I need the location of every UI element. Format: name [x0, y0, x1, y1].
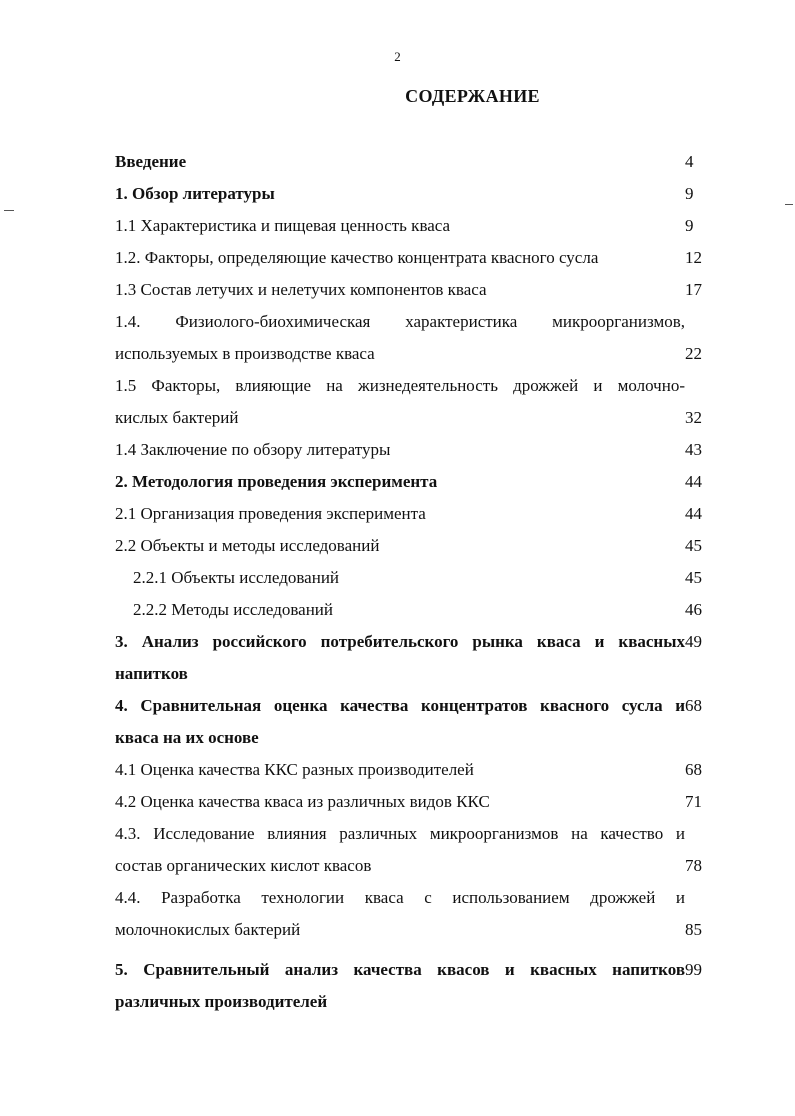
toc-entry-page: 68	[685, 696, 702, 715]
toc-entry-title: Введение	[115, 152, 187, 171]
toc-entry	[115, 690, 719, 754]
toc-entry-page: 44	[685, 472, 702, 491]
toc-entry-title: 2.2 Объекты и методы исследований	[115, 536, 380, 555]
toc-entry-page: 17	[685, 280, 702, 299]
toc-entry-page: 44	[685, 504, 702, 523]
toc-entry-page: 9	[685, 184, 694, 203]
toc-entry	[115, 498, 719, 530]
toc-entry-title: 1.4. Физиолого-биохимическая характеристика микроорганизмов,	[115, 312, 685, 331]
toc-entry-title: 1.2. Факторы, определяющие качество концентрата квасного сусла	[115, 248, 599, 267]
toc-entry-continuation: используемых в производстве кваса	[115, 344, 375, 363]
toc-entry-page: 43	[685, 440, 702, 459]
toc-entry-title: 2.2.1 Объекты исследований	[133, 568, 340, 587]
toc-entry	[115, 626, 719, 690]
toc-entry-title: 3. Анализ российского потребительского рынка кваса и квасных	[115, 632, 685, 651]
toc-entry	[115, 754, 719, 786]
toc-entry-page: 68	[685, 760, 702, 779]
toc-entry-page: 4	[685, 152, 694, 171]
toc-entry	[115, 434, 719, 466]
toc-entry-page: 9	[685, 216, 694, 235]
toc-entry-page: 99	[685, 960, 702, 979]
toc-entry-page: 45	[685, 536, 702, 555]
toc-entry	[115, 786, 719, 818]
toc-entry-title: 4.4. Разработка технологии кваса с использованием дрожжей и	[115, 888, 685, 907]
toc-entry-page: 78	[685, 856, 702, 875]
toc-entry-title: 1.3 Состав летучих и нелетучих компонентов кваса	[115, 280, 487, 299]
toc-entry-title: 4. Сравнительная оценка качества концентратов квасного сусла и	[115, 696, 685, 715]
toc-entry-continuation: кислых бактерий	[115, 408, 239, 427]
toc-entry	[115, 466, 719, 498]
toc-entry	[115, 954, 719, 1018]
toc-entry-continuation: напитков	[115, 664, 188, 683]
page-title: СОДЕРЖАНИЕ	[405, 86, 540, 106]
margin-mark-left	[4, 210, 14, 211]
toc-entry-title: 5. Сравнительный анализ качества квасов и квасных напитков	[115, 960, 685, 979]
toc-entry-page: 22	[685, 344, 702, 363]
toc-entry-page: 12	[685, 248, 702, 267]
toc-entry	[115, 370, 719, 434]
toc-entry-continuation: состав органических кислот квасов	[115, 856, 372, 875]
toc-entry	[115, 274, 719, 306]
toc-entry-continuation: кваса на их основе	[115, 728, 259, 747]
toc-entry-continuation: различных производителей	[115, 992, 328, 1011]
toc-entry	[115, 306, 719, 370]
toc-entry	[115, 178, 719, 210]
toc-entry-title: 2.2.2 Методы исследований	[133, 600, 334, 619]
toc-entry	[115, 210, 719, 242]
toc-entry	[115, 818, 719, 882]
toc-entry-page: 45	[685, 568, 702, 587]
page-number: 2	[394, 49, 401, 64]
toc-entry-title: 1.5 Факторы, влияющие на жизнедеятельность дрожжей и молочно-	[115, 376, 685, 395]
toc-entry	[115, 594, 719, 626]
toc-entry-page: 49	[685, 632, 702, 651]
toc-entry-page: 46	[685, 600, 702, 619]
toc-entry-title: 1.4 Заключение по обзору литературы	[115, 440, 391, 459]
margin-mark-right	[785, 204, 793, 205]
toc-entry-page: 85	[685, 920, 702, 939]
table-of-contents	[115, 146, 719, 1018]
toc-entry	[115, 530, 719, 562]
toc-entry-title: 4.2 Оценка качества кваса из различных видов ККС	[115, 792, 490, 811]
spacer	[115, 946, 719, 954]
toc-entry-title: 2.1 Организация проведения эксперимента	[115, 504, 426, 523]
toc-entry	[115, 146, 719, 178]
toc-entry-title: 4.1 Оценка качества ККС разных производителей	[115, 760, 474, 779]
toc-entry-title: 1.1 Характеристика и пищевая ценность кваса	[115, 216, 451, 235]
toc-entry-page: 32	[685, 408, 702, 427]
toc-entry	[115, 882, 719, 946]
toc-entry-page: 71	[685, 792, 702, 811]
toc-entry	[115, 562, 719, 594]
toc-entry-continuation: молочнокислых бактерий	[115, 920, 301, 939]
toc-entry-title: 2. Методология проведения эксперимента	[115, 472, 438, 491]
toc-entry-title: 1. Обзор литературы	[115, 184, 275, 203]
toc-entry	[115, 242, 719, 274]
toc-entry-title: 4.3. Исследование влияния различных микроорганизмов на качество и	[115, 824, 685, 843]
